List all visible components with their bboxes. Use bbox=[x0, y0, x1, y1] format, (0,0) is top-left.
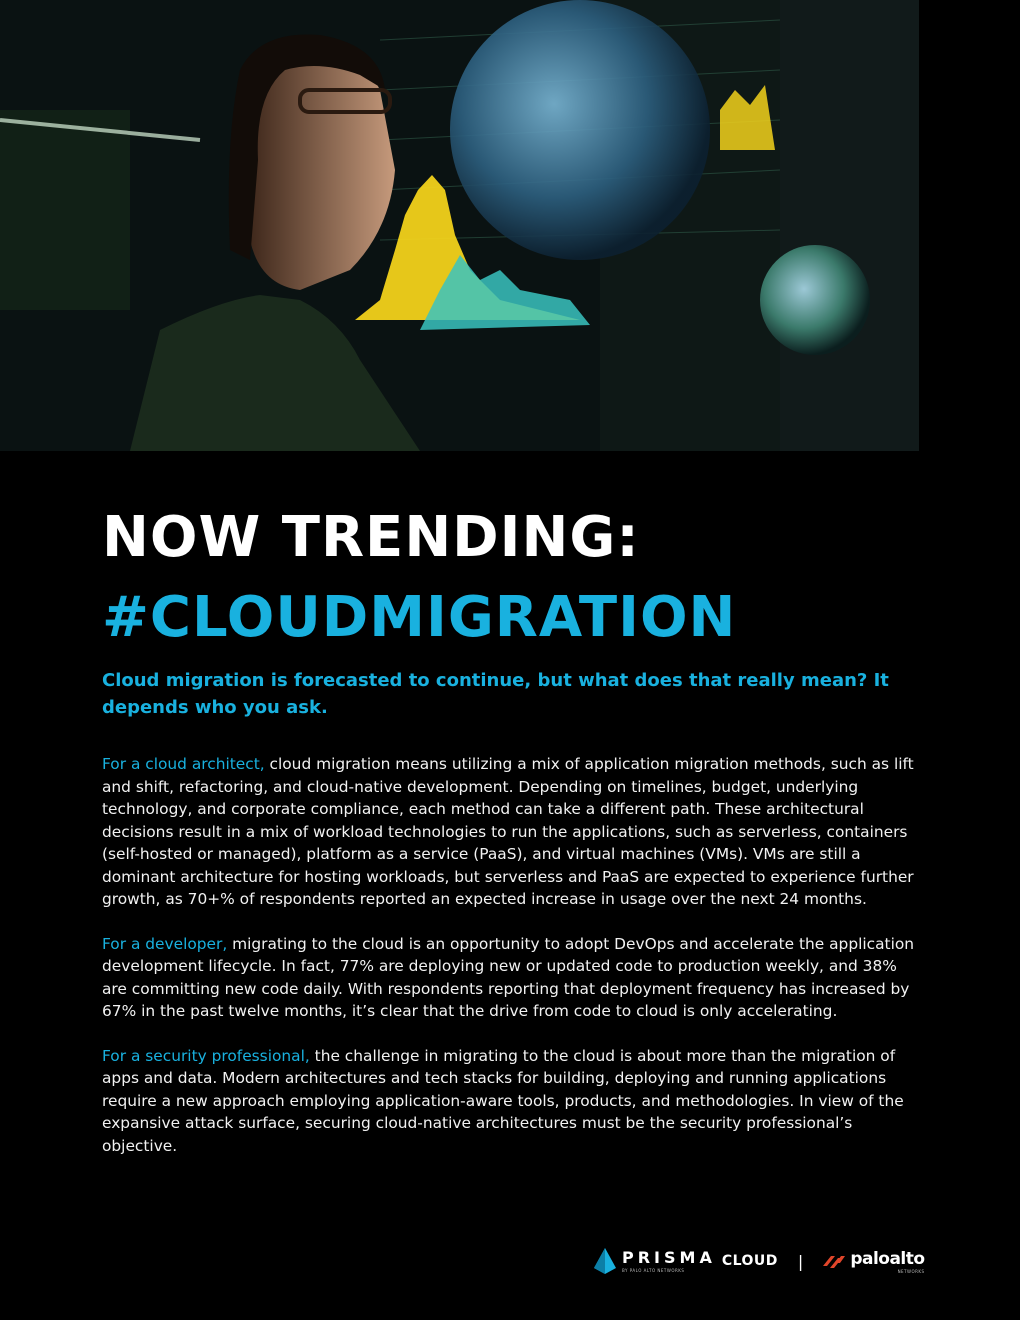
paloalto-sub: NETWORKS bbox=[897, 1268, 925, 1274]
paloalto-mark-icon bbox=[821, 1252, 847, 1270]
prisma-cloud-logo bbox=[594, 1248, 778, 1274]
paloalto-word: paloalto bbox=[850, 1248, 925, 1269]
hero-image bbox=[0, 0, 919, 451]
hero-illustration bbox=[0, 0, 919, 451]
footer-logos bbox=[594, 1244, 964, 1278]
paragraph-body: the challenge in migrating to the cloud is about more than the migration of apps and data. Modern architectures and tech stacks for building, deploying and running applications require a new approach employing application-aware tools, products, and methodologies. In view of the expansive attack surface, securing cloud-native architectures must be the security professional’s objective. bbox=[102, 1046, 904, 1155]
prisma-sub: BY PALO ALTO NETWORKS bbox=[622, 1267, 685, 1273]
headline-line1: NOW TRENDING: bbox=[102, 505, 640, 570]
headline-line2: #CLOUDMIGRATION bbox=[102, 585, 737, 650]
paragraph-body: migrating to the cloud is an opportunity to adopt DevOps and accelerate the application development lifecycle. In fact, 77% are deploying new or updated code to production weekly, and 38% are committing new code daily. With respondents reporting that deployment frequency has increased by 67% in the past twelve months, it’s clear that the drive from code to cloud is only accelerating. bbox=[102, 934, 915, 1020]
paragraph-lead: For a developer, bbox=[102, 934, 228, 953]
paragraph-body: cloud migration means utilizing a mix of application migration methods, such as lift and shift, refactoring, and cloud-native development. Depending on timelines, budget, underlying technology, and corporate compliance, each method can take a different path. These architectural decisions result in a mix of workload technologies to run the applications, such as serverless, containers (self-hosted or managed), platform as a service (PaaS), and virtual machines (VMs). VMs are still a dominant architecture for hosting workloads, but serverless and PaaS are expected to experience further growth, as 70+% of respondents reported an expected increase in usage over the next 24 months. bbox=[102, 755, 914, 908]
paloalto-logo bbox=[821, 1249, 924, 1274]
paragraph-developer bbox=[102, 933, 922, 1023]
prisma-mark-icon bbox=[594, 1248, 616, 1274]
prisma-word: PRISMA bbox=[622, 1247, 716, 1267]
paragraph-security-professional bbox=[102, 1045, 922, 1158]
paragraph-cloud-architect bbox=[102, 753, 922, 911]
paragraph-lead: For a cloud architect, bbox=[102, 755, 265, 773]
subhead: Cloud migration is forecasted to continue, but what does that really mean? It depends who you ask. bbox=[102, 670, 889, 718]
main-content bbox=[102, 497, 922, 1157]
logo-divider: | bbox=[797, 1251, 804, 1271]
cloud-word: CLOUD bbox=[721, 1253, 778, 1269]
paragraph-lead: For a security professional, bbox=[102, 1046, 310, 1065]
